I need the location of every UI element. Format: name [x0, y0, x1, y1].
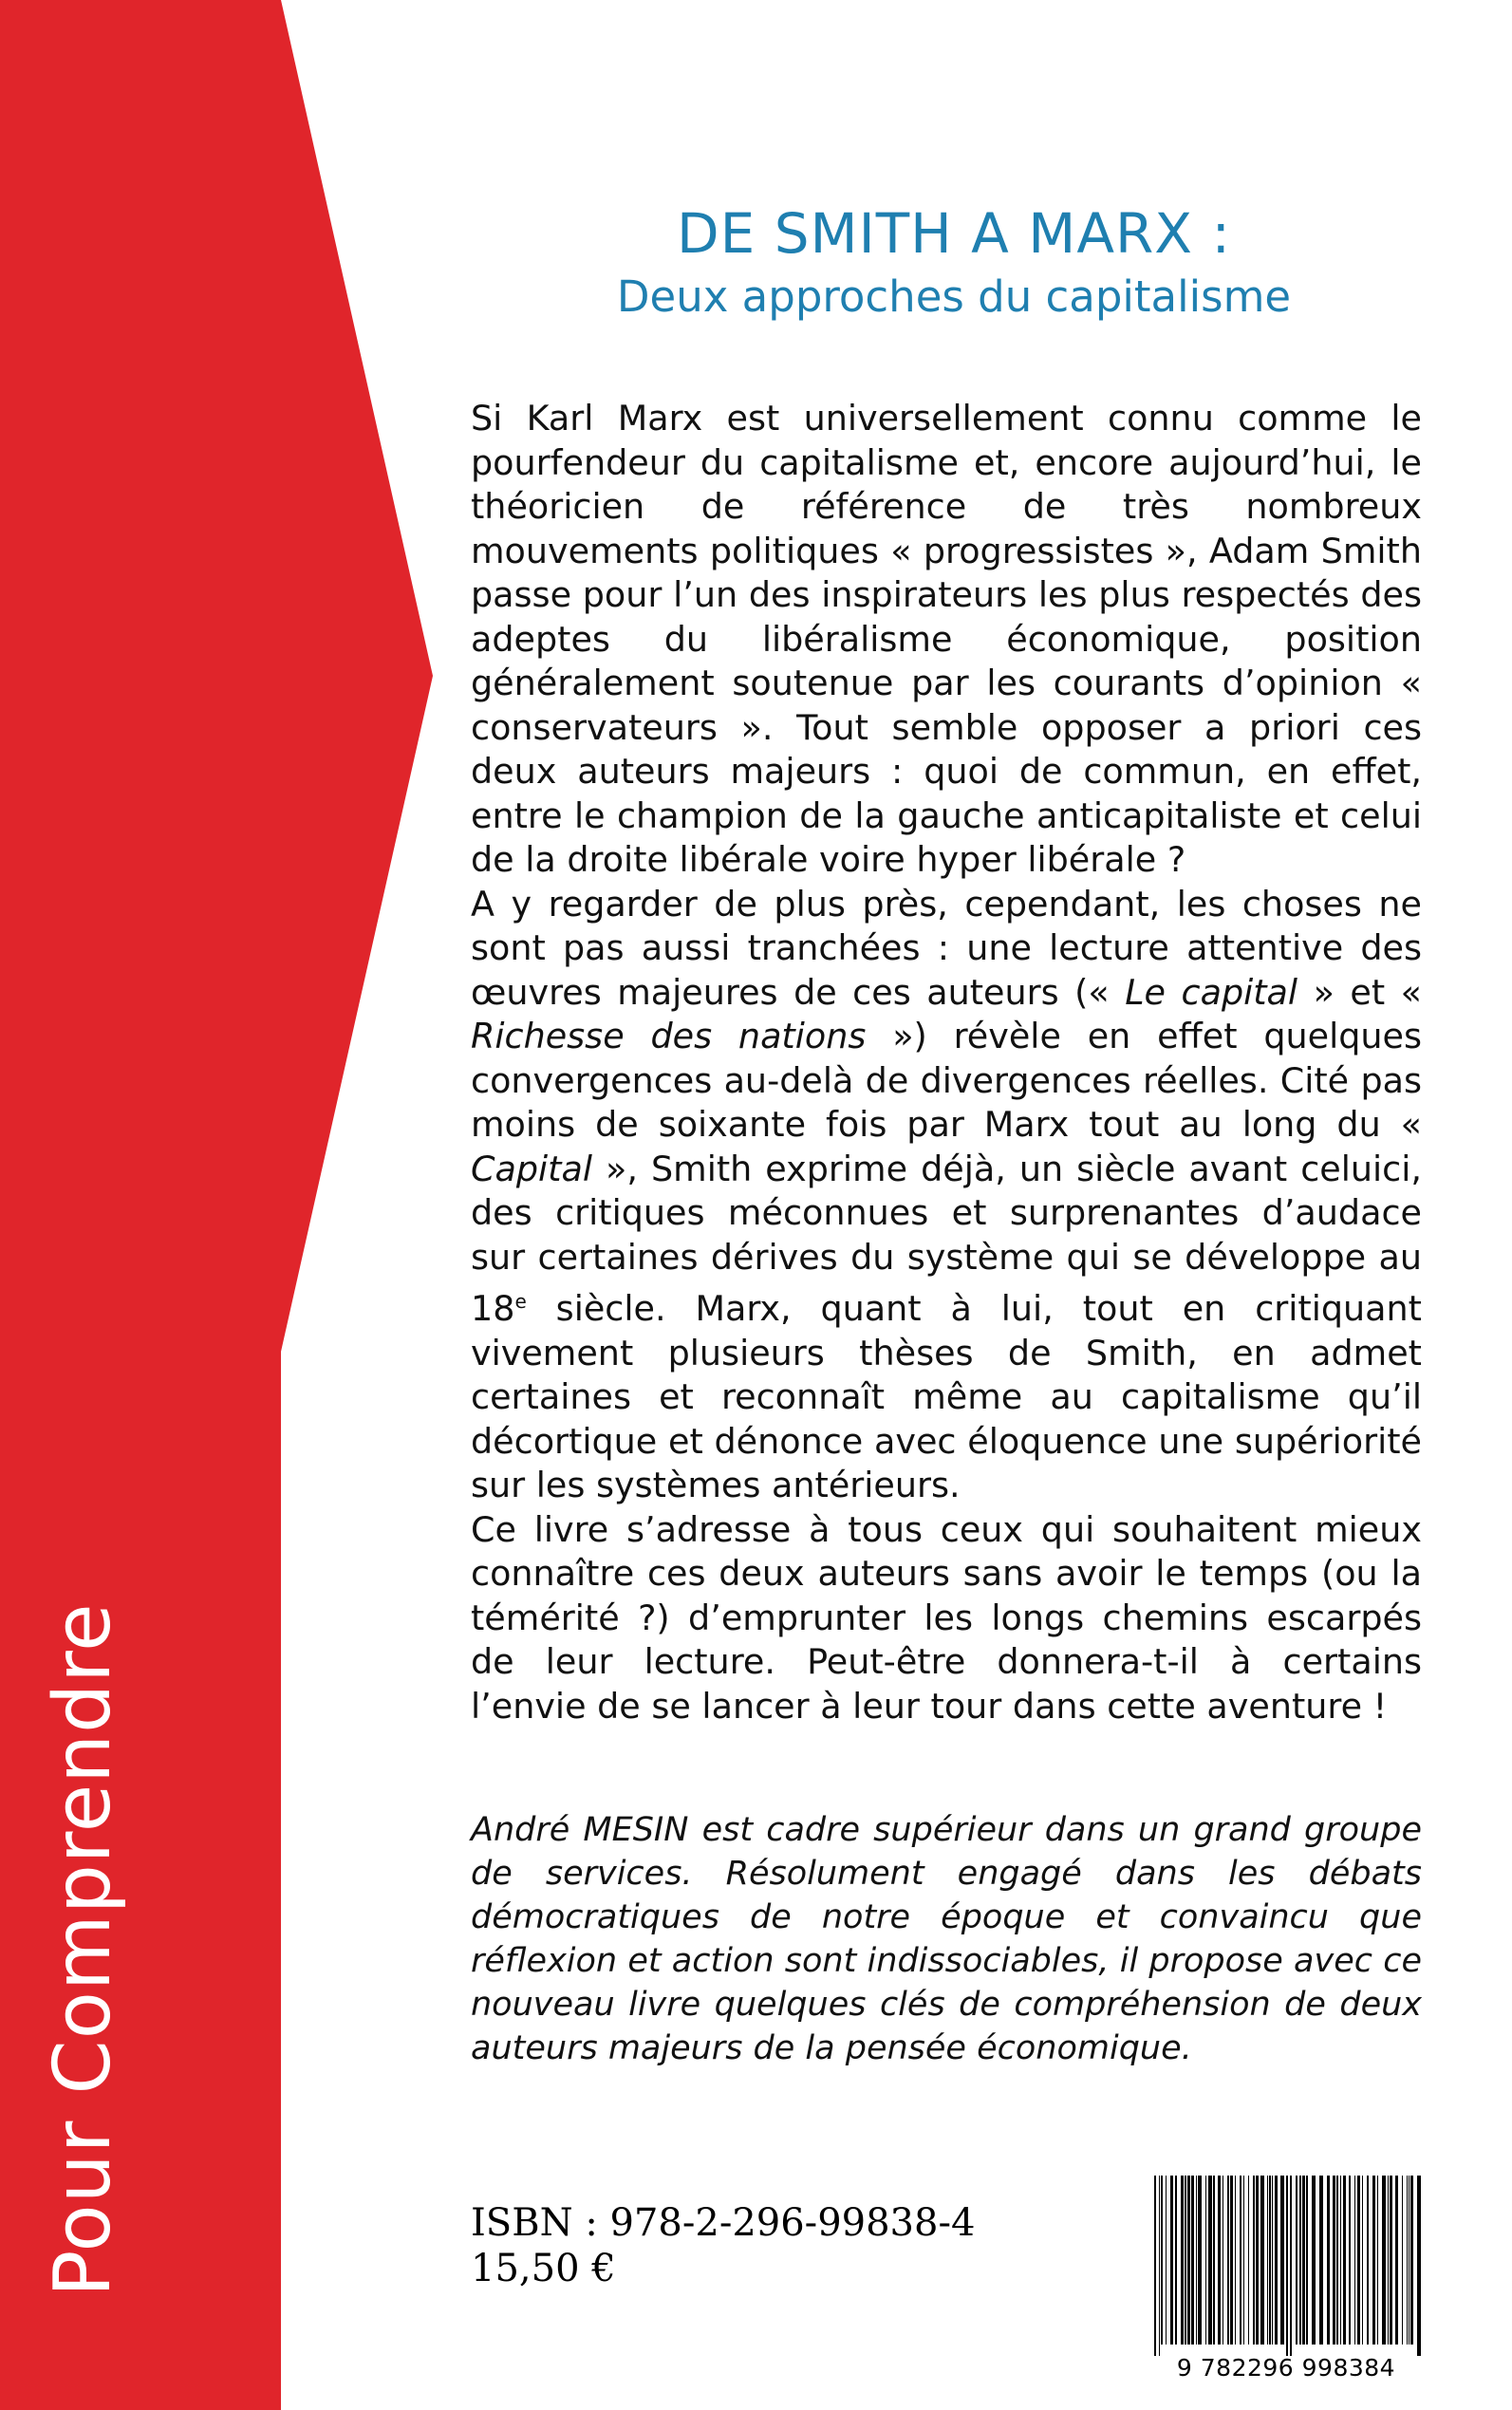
barcode-bar — [1187, 2176, 1190, 2345]
barcode-bar — [1302, 2176, 1305, 2345]
blurb-paragraph-1 — [471, 397, 1422, 883]
barcode-bar — [1181, 2176, 1184, 2345]
barcode-bar — [1327, 2176, 1330, 2345]
p2-italic-capital-2: Capital — [471, 1148, 592, 1189]
barcode-bar — [1382, 2176, 1386, 2345]
p2-italic-capital: Le capital — [1125, 971, 1298, 1013]
barcode-bar — [1159, 2176, 1160, 2356]
barcode-bar — [1299, 2176, 1301, 2345]
barcode-digits: 9 782296 998384 — [1176, 2354, 1396, 2382]
barcode-bar — [1336, 2176, 1338, 2345]
blurb-paragraph-3 — [471, 1508, 1422, 1729]
p2-text-d: », Smith exprime déjà, un siècle avant celuici, des critiques méconnues et surprenantes d’audace sur certaines dérives du système qui se développe au 18 — [471, 1148, 1422, 1330]
barcode-bar — [1166, 2176, 1167, 2345]
barcode-bar — [1256, 2176, 1259, 2345]
barcode-bar — [1196, 2176, 1197, 2345]
barcode-bar — [1191, 2176, 1194, 2345]
barcode-bar — [1343, 2176, 1346, 2345]
barcode-bar — [1362, 2176, 1363, 2345]
barcode-bar — [1407, 2176, 1408, 2345]
barcode-bar — [1333, 2176, 1335, 2345]
barcode-bar — [1410, 2176, 1413, 2345]
book-title — [418, 199, 1490, 327]
barcode-bar — [1235, 2176, 1236, 2345]
p2-superscript: e — [514, 1290, 527, 1313]
p3-text: Ce livre s’adresse à tous ceux qui souhaitent mieux connaître ces deux auteurs sans avoir le temps (ou la témérité ?) d’emprunter les longs chemins escarpés de leur lecture. Peut-être donnera-t-il à certains l’envie de se lancer à leur tour dans cette aventure ! — [471, 1508, 1422, 1727]
barcode-bar — [1357, 2176, 1360, 2345]
barcode-bar — [1243, 2176, 1244, 2345]
price: 15,50 € — [471, 2247, 616, 2290]
barcode-bar — [1349, 2176, 1351, 2345]
barcode-bar — [1170, 2176, 1173, 2345]
barcode-bar — [1340, 2176, 1341, 2345]
barcode-bar — [1372, 2176, 1375, 2345]
barcode-bar — [1253, 2176, 1255, 2345]
barcode-bar — [1267, 2176, 1268, 2345]
barcode-bar — [1402, 2176, 1403, 2345]
barcode-bar — [1230, 2176, 1233, 2345]
barcode-icon — [1148, 2176, 1424, 2356]
back-cover-blurb — [471, 397, 1422, 1728]
p1-text: Si Karl Marx est universellement connu comme le pourfendeur du capitalisme et, encore aujourd’hui, le théoricien de référence de très nombreux mouvements politiques « progressistes », Adam Smith passe pour l’un des inspirateurs les plus respectés des adeptes du libéralisme économique, position généralement soutenue par les courants d’opinion « conservateurs ». Tout semble opposer a priori ces deux auteurs majeurs : quoi de commun, en effet, entre le champion de la gauche anticapitaliste et celui de la droite libérale voire hyper libérale ? — [471, 398, 1422, 880]
series-name: Pour Comprendre — [38, 1602, 128, 2297]
barcode-bar — [1367, 2176, 1369, 2345]
barcode-bar — [1417, 2176, 1421, 2356]
barcode-bar — [1280, 2176, 1284, 2345]
title-main: DE SMITH A MARX : — [676, 201, 1232, 266]
barcode-bar — [1198, 2176, 1202, 2345]
barcode-bar — [1388, 2176, 1389, 2345]
barcode-bar — [1269, 2176, 1271, 2345]
barcode-bar — [1248, 2176, 1249, 2345]
barcode-bar — [1390, 2176, 1392, 2345]
title-subtitle: Deux approches du capitalisme — [616, 271, 1292, 322]
barcode-bar — [1154, 2176, 1156, 2356]
barcode-bar — [1272, 2176, 1273, 2345]
p2-text-a: A y regarder de plus près, cependant, les choses ne sont pas aussi tranchées : une lecture attentive des œuvres majeures de ces auteurs (« — [471, 883, 1422, 1013]
barcode-bar — [1275, 2176, 1278, 2345]
barcode-bar — [1208, 2176, 1212, 2345]
barcode-bar — [1286, 2176, 1288, 2356]
barcode-bar — [1213, 2176, 1215, 2345]
barcode-bar — [1296, 2176, 1297, 2345]
barcode-bar — [1306, 2176, 1308, 2345]
barcode-bar — [1161, 2176, 1163, 2345]
barcode-bar — [1290, 2176, 1292, 2356]
isbn: ISBN : 978-2-296-99838-4 — [471, 2201, 976, 2245]
barcode-bar — [1227, 2176, 1229, 2345]
barcode-bar — [1312, 2176, 1316, 2345]
p2-text-c: ») révèle en effet quelques convergences au-delà de divergences réelles. Cité pas moins de soixante fois par Marx tout au long du « — [471, 1016, 1422, 1145]
p2-text-e: siècle. Marx, quant à lui, tout en critiquant vivement plusieurs thèses de Smith, en admet certaines et reconnaît même au capitalisme qu’il décortique et dénonce avec éloquence une supériorité sur les systèmes antérieurs. — [471, 1288, 1422, 1506]
barcode-bar — [1377, 2176, 1378, 2345]
barcode-bar — [1185, 2176, 1186, 2345]
p2-italic-richesse: Richesse des nations — [471, 1016, 867, 1056]
blurb-paragraph-2 — [471, 883, 1422, 1508]
barcode-bar — [1395, 2176, 1398, 2345]
barcode-bar — [1218, 2176, 1221, 2345]
p2-text-b: » et « — [1297, 971, 1422, 1013]
barcode-bar — [1240, 2176, 1241, 2345]
barcode-bar — [1205, 2176, 1206, 2345]
series-label-wrapper — [38, 1602, 133, 2392]
barcode-bar — [1260, 2176, 1264, 2345]
author-bio: André MESIN est cadre supérieur dans un grand groupe de services. Résolument engagé dans les débats démocratiques de notre époque et convaincu que réflexion et action sont indissociables, il propose avec ce nouveau livre quelques clés de compréhension de deux auteurs majeurs de la pensée économique. — [471, 1811, 1422, 2067]
barcode-bar — [1354, 2176, 1355, 2345]
barcode-bar — [1319, 2176, 1323, 2345]
barcode-bar — [1175, 2176, 1177, 2345]
